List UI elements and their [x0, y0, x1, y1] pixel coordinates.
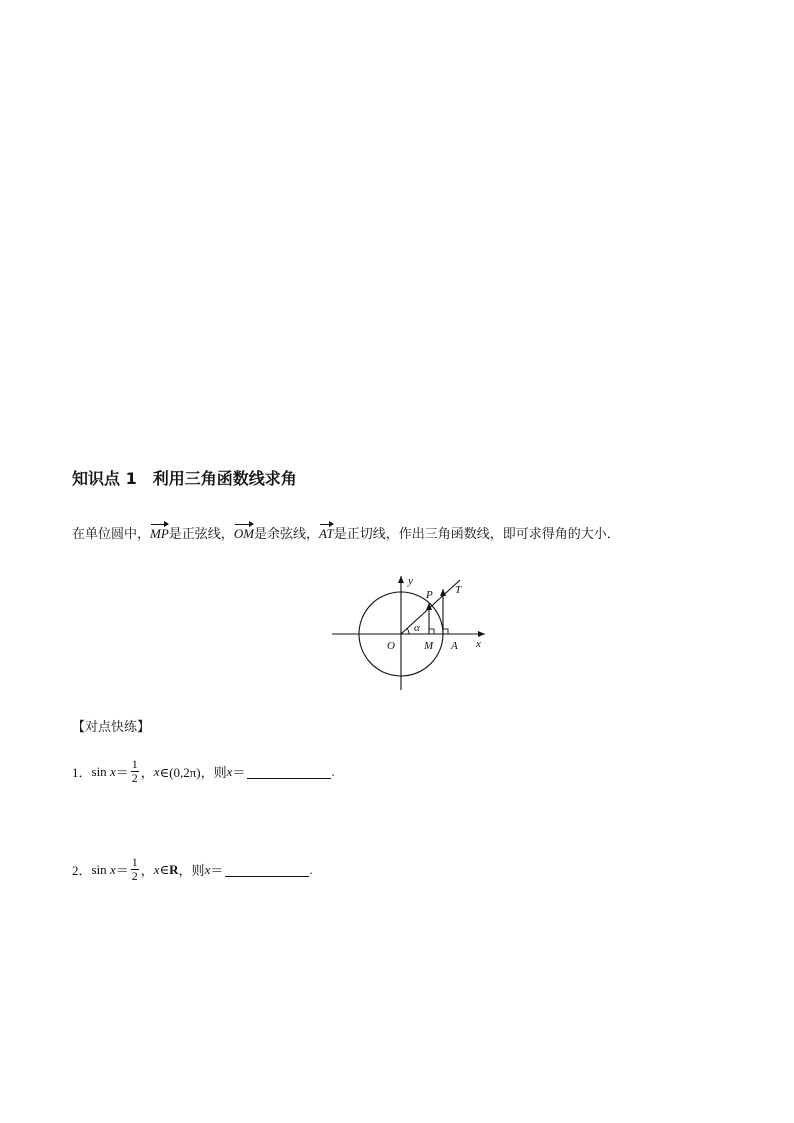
question-number: 1．	[72, 765, 92, 780]
fraction-denominator: 2	[131, 771, 138, 785]
var-x: x	[226, 763, 233, 779]
label-m: M	[424, 640, 434, 652]
label-a: A	[451, 640, 458, 652]
label-t: T	[455, 584, 462, 596]
heading-prefix: 知识点 1	[72, 469, 137, 488]
sin-func: sin	[91, 763, 107, 779]
equals-sign: ＝	[210, 863, 224, 878]
equals-sign: ＝	[115, 765, 129, 780]
var-x: x	[153, 861, 160, 877]
vector-mp: MP	[150, 522, 169, 544]
fraction-one-half	[131, 758, 139, 785]
answer-blank[interactable]	[225, 862, 309, 877]
label-y: y	[408, 575, 413, 587]
fraction-numerator: 1	[131, 855, 138, 869]
answer-blank[interactable]	[247, 764, 331, 779]
right-angle-m	[429, 629, 434, 634]
label-o: O	[387, 640, 395, 652]
label-x: x	[476, 638, 481, 650]
sin-func: sin	[91, 861, 107, 877]
real-set: R	[169, 861, 179, 877]
question-1	[72, 758, 335, 785]
vector-at: AT	[319, 522, 334, 544]
intro-text-1: 在单位圆中，	[72, 527, 151, 542]
comma: ，	[140, 765, 154, 780]
unit-circle-diagram	[328, 570, 492, 694]
var-x: x	[109, 763, 116, 779]
intro-paragraph	[72, 522, 620, 545]
right-angle-a	[443, 629, 448, 634]
comma: ，	[140, 863, 154, 878]
var-x: x	[204, 861, 211, 877]
angle-arc	[407, 629, 409, 634]
intro-text-4: 是正切线，作出三角函数线，即可求得角的大小．	[333, 527, 620, 542]
section-heading	[72, 466, 297, 489]
fraction-numerator: 1	[131, 757, 138, 771]
intro-text-3: 是余弦线，	[254, 527, 320, 542]
period: .	[309, 861, 313, 877]
question-2	[72, 856, 313, 883]
vector-om: OM	[234, 522, 254, 544]
var-x: x	[109, 861, 116, 877]
label-p: P	[426, 589, 433, 601]
intro-text-2: 是正弦线，	[168, 527, 234, 542]
element-of: ∈	[159, 861, 170, 877]
var-x: x	[153, 763, 160, 779]
unit-circle-svg	[328, 570, 492, 694]
practice-title: 【对点快练】	[72, 720, 151, 735]
fraction-denominator: 2	[131, 869, 138, 883]
condition-text: ∈(0,2π)，则	[159, 765, 227, 780]
condition-text: ，则	[178, 863, 205, 878]
heading-title: 利用三角函数线求角	[152, 469, 297, 488]
equals-sign: ＝	[115, 863, 129, 878]
question-number: 2．	[72, 863, 92, 878]
period: .	[331, 763, 335, 779]
equals-sign: ＝	[232, 765, 246, 780]
label-alpha: α	[414, 622, 420, 634]
fraction-one-half	[131, 856, 139, 883]
